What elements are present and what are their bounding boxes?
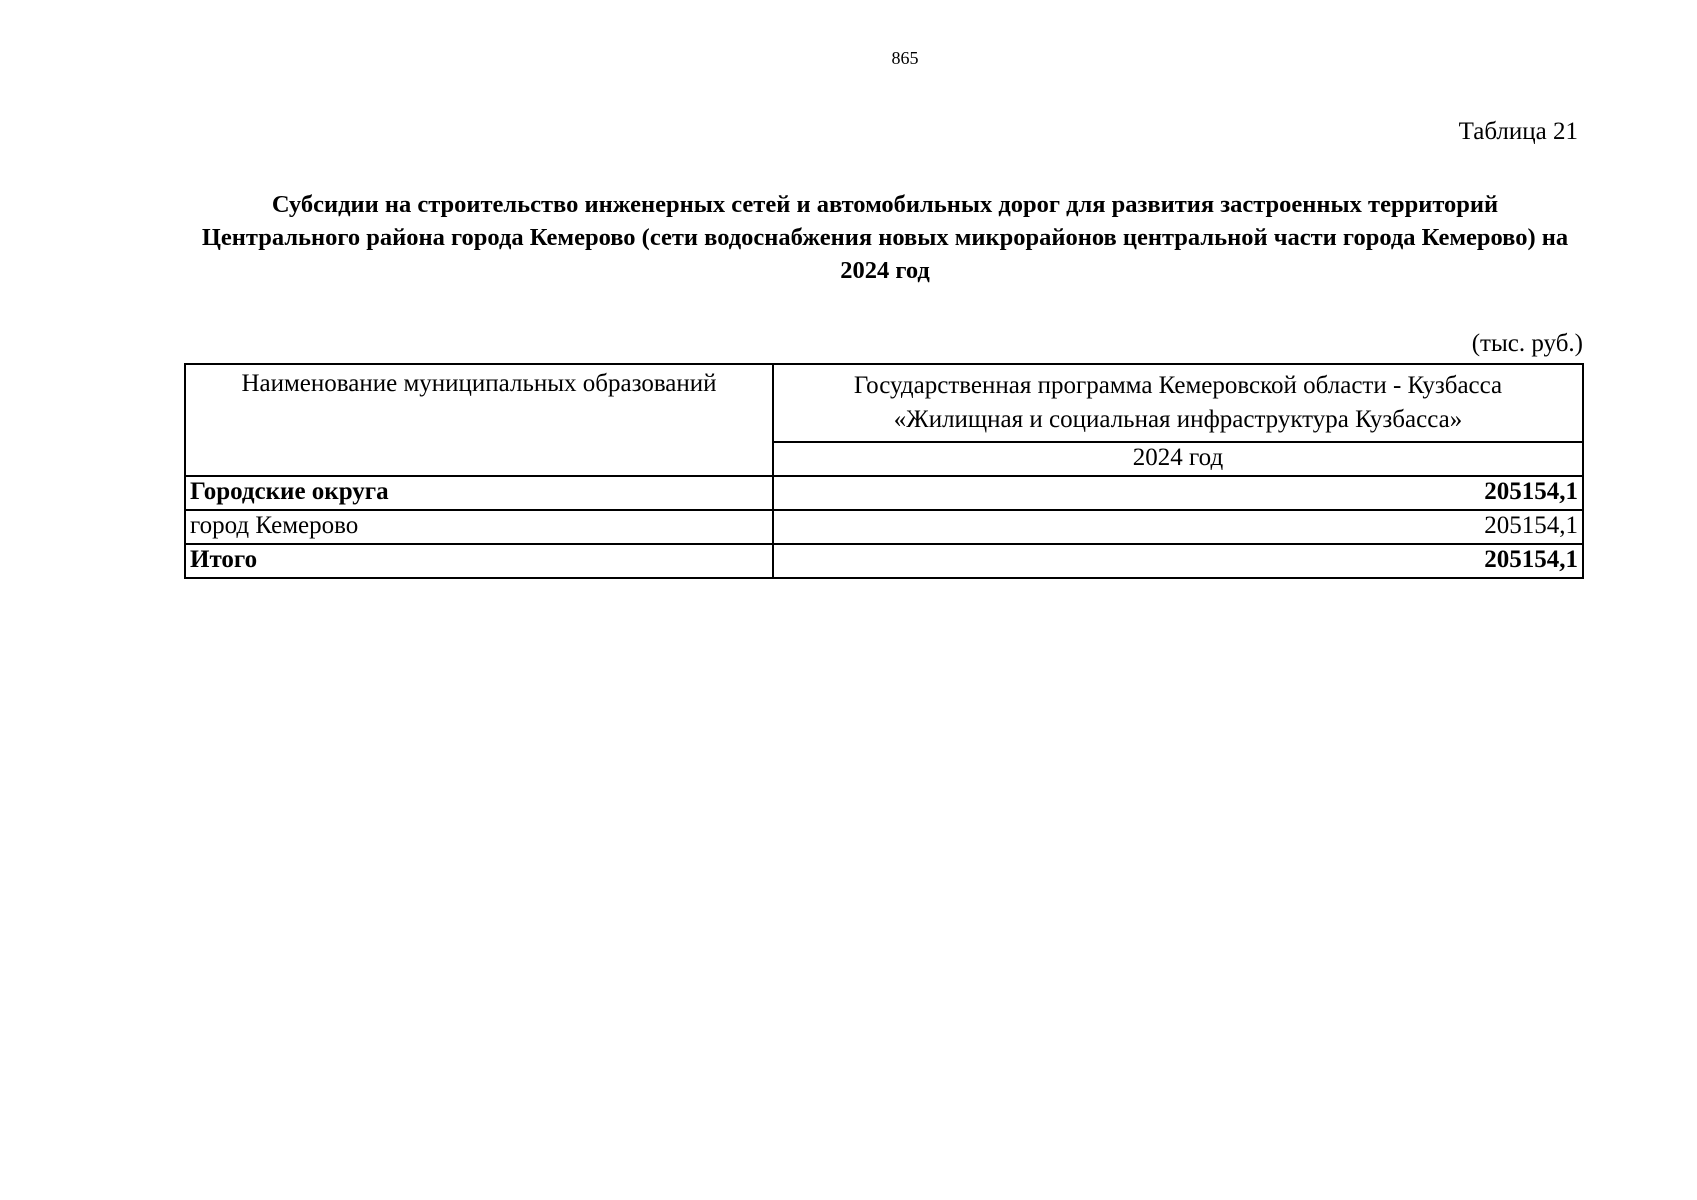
- header-program: [773, 364, 1583, 442]
- row-value: 205154,1: [773, 544, 1583, 578]
- table-row: [185, 476, 1583, 510]
- page-number: 865: [891, 48, 919, 68]
- row-name: город Кемерово: [185, 510, 773, 544]
- row-name: Итого: [185, 544, 773, 578]
- row-name: Городские округа: [185, 476, 773, 510]
- units-label: (тыс. руб.): [1471, 330, 1583, 357]
- table-header-row: [185, 364, 1583, 442]
- table-row: [185, 510, 1583, 544]
- header-program-line2: «Жилищная и социальная инфраструктура Кузбасса»: [893, 406, 1463, 433]
- table-row-total: [185, 544, 1583, 578]
- header-municipality-name: Наименование муниципальных образований: [185, 364, 773, 476]
- header-year: 2024 год: [773, 442, 1583, 476]
- header-program-line1: Государственная программа Кемеровской области - Кузбасса: [853, 372, 1503, 399]
- table-label: Таблица 21: [1458, 118, 1578, 145]
- row-value: 205154,1: [773, 476, 1583, 510]
- subsidy-table: [184, 363, 1584, 579]
- document-title: Субсидии на строительство инженерных сетей и автомобильных дорог для развития застроенных территорий Центрального района города Кемерово (сети водоснабжения новых микрорайонов центральной части города Кемерово) на 2024 год: [201, 191, 1569, 284]
- row-value: 205154,1: [773, 510, 1583, 544]
